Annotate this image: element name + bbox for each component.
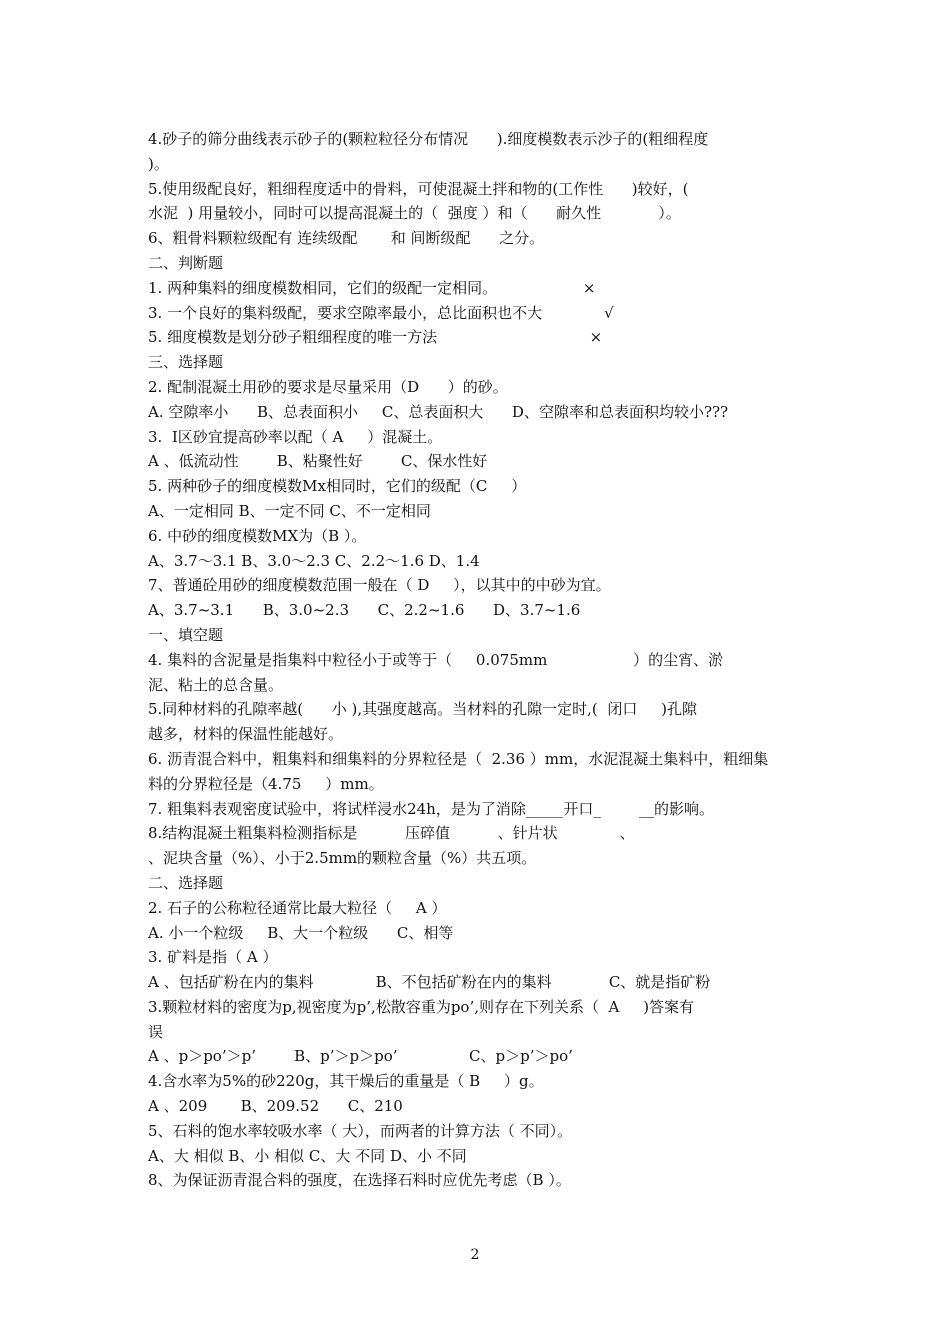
text-line: 二、选择题	[148, 873, 224, 892]
text-line: 二、判断题	[148, 253, 224, 272]
text-line: 3.颗粒材料的密度为p,视密度为p’,松散容重为po’,则存在下列关系（ A )答案有	[148, 997, 695, 1016]
text-line: 泥、粘土的总含量。	[148, 675, 284, 694]
text-line: 5.使用级配良好，粗细程度适中的骨料，可使混凝土拌和物的(工作性 )较好，(	[148, 179, 689, 198]
text-line: 5、石料的饱水率较吸水率（ 大），而两者的计算方法（ 不同）。	[148, 1121, 573, 1140]
text-line: 5. 两种砂子的细度模数Mx相同时，它们的级配（C ）	[148, 477, 527, 496]
text-line: A、一定相同 B、一定不同 C、不一定相同	[148, 501, 431, 520]
text-line: 1. 两种集料的细度模数相同，它们的级配一定相同。 ×	[148, 278, 596, 297]
text-line: )。	[148, 154, 169, 173]
text-line: 7、普通砼用砂的细度模数范围一般在（ D ），以其中的中砂为宜。	[148, 576, 611, 595]
text-line: 3. 矿料是指（ A ）	[148, 948, 278, 967]
text-line: A 、209 B、209.52 C、210	[148, 1097, 403, 1116]
text-line: A、3.7~3.1 B、3.0~2.3 C、2.2~1.6 D、3.7~1.6	[148, 601, 581, 620]
text-line: 误	[148, 1022, 164, 1041]
text-line: A 、包括矿粉在内的集料 B、不包括矿粉在内的集料 C、就是指矿粉	[148, 973, 711, 992]
text-line: A、大 相似 B、小 相似 C、大 不同 D、小 不同	[148, 1146, 467, 1165]
page-number: 2	[470, 1247, 480, 1263]
text-line: 2. 配制混凝土用砂的要求是尽量采用（D ）的砂。	[148, 377, 508, 396]
text-line: 、泥块含量（%）、小于2.5mm的颗粒含量（%）共五项。	[148, 849, 537, 868]
text-line: A 、低流动性 B、粘聚性好 C、保水性好	[148, 452, 488, 471]
text-line: 3. I区砂宜提高砂率以配（ A ）混凝土。	[148, 427, 443, 446]
text-line: 4.含水率为5%的砂220g，其干燥后的重量是（ B ）g。	[148, 1072, 544, 1091]
text-line: 4.砂子的筛分曲线表示砂子的(颗粒粒径分布情况 ).细度模数表示沙子的(粗细程度	[148, 130, 709, 148]
text-line: A. 空隙率小 B、总表面积小 C、总表面积大 D、空隙率和总表面积均较小???	[148, 402, 729, 421]
text-line: 越多，材料的保温性能越好。	[148, 725, 344, 744]
text-line: 2. 石子的公称粒径通常比最大粒径（ A ）	[148, 898, 447, 917]
text-line: A 、p＞po’＞p’ B、p’＞p＞po’ C、p＞p’＞po’	[148, 1047, 573, 1066]
text-line: 4. 集料的含泥量是指集料中粒径小于或等于（ 0.075mm ）的尘宵、淤	[148, 650, 724, 669]
text-line: 6. 沥青混合料中，粗集料和细集料的分界粒径是（ 2.36 ）mm，水泥混凝土集料中，粗细集	[148, 749, 769, 768]
text-line: 一、填空题	[148, 625, 224, 644]
body-text	[148, 127, 808, 1193]
text-line: 8、为保证沥青混合料的强度，在选择石料时应优先考虑（B ）。	[148, 1171, 571, 1190]
text-line: 料的分界粒径是（4.75 ）mm。	[148, 774, 384, 793]
text-line: 6. 中砂的细度模数MX为（B ）。	[148, 526, 367, 545]
text-line: 8.结构混凝土粗集料检测指标是 压碎值 、针片状 、	[148, 824, 635, 843]
text-line: 5. 细度模数是划分砂子粗细程度的唯一方法 ×	[148, 328, 603, 347]
text-line: 7. 粗集料表观密度试验中，将试样浸水24h，是为了消除_____开口_ __的影响。	[148, 799, 714, 818]
text-line: A. 小一个粒级 B、大一个粒级 C、相等	[148, 923, 454, 942]
text-line: 6、粗骨料颗粒级配有 连续级配 和 间断级配 之分。	[148, 229, 545, 248]
text-line: 5.同种材料的孔隙率越( 小 ),其强度越高。当材料的孔隙一定时,( 闭口 )孔隙	[148, 700, 698, 719]
text-line: 三、选择题	[148, 353, 224, 372]
text-line: A、3.7～3.1 B、3.0～2.3 C、2.2～1.6 D、1.4	[148, 551, 480, 570]
text-line: 水泥 ) 用量较小，同时可以提高混凝土的（ 强度 ）和（ 耐久性 ）。	[148, 204, 681, 223]
text-line: 3. 一个良好的集料级配，要求空隙率最小，总比面积也不大 √	[148, 303, 614, 322]
